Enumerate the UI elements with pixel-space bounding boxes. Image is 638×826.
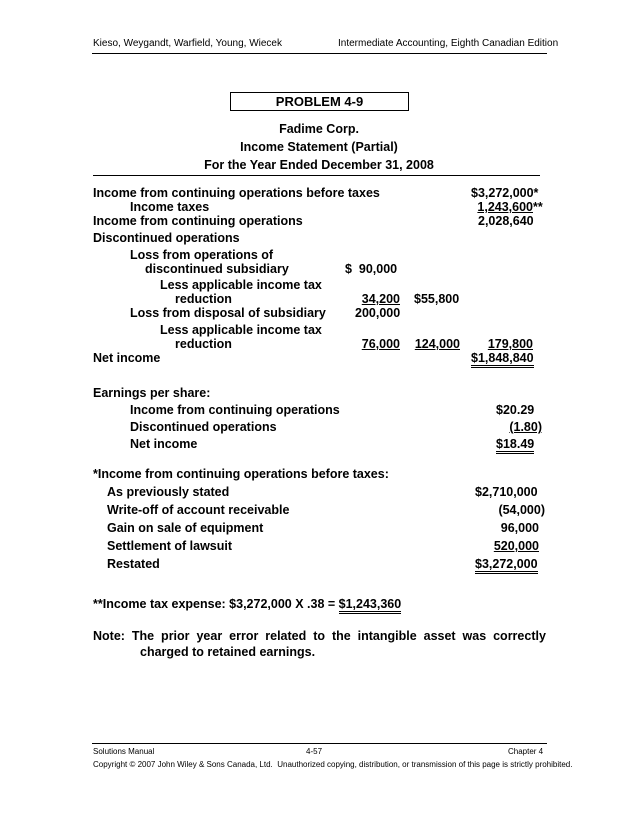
less-tax-amount-cell: [345, 292, 400, 306]
ico-amount: 2,028,640: [478, 214, 534, 228]
eps-ni-label: Net income: [130, 437, 198, 451]
eps-ni-amount: $18.49: [496, 437, 534, 454]
company-name: Fadime Corp.: [279, 122, 359, 136]
eps-disc-cell: [490, 420, 542, 434]
icobt-label: Income from continuing operations before taxes: [93, 186, 380, 200]
footer-page-number: 4-57: [306, 747, 323, 756]
prev-stated-label: As previously stated: [107, 485, 230, 499]
lawsuit-label: Settlement of lawsuit: [107, 539, 233, 553]
disc-total-cell: [471, 337, 533, 351]
restatement-title: *Income from continuing operations before taxes:: [93, 467, 389, 481]
tax-expense-text: **Income tax expense: $3,272,000 X .38 =: [93, 597, 339, 611]
less-tax2-amount: 76,000: [361, 337, 400, 351]
tax-expense-amount: $1,243,360: [339, 597, 402, 614]
ico-label: Income from continuing operations: [93, 214, 303, 228]
eps-ico-label: Income from continuing operations: [130, 403, 340, 417]
footer-chapter: Chapter 4: [508, 747, 544, 756]
loss-disposal-amount: 200,000: [355, 306, 401, 320]
footer-copyright: Copyright © 2007 John Wiley & Sons Canada, Ltd. Unauthorized copying, distribution, or transmission of this page is strictly prohibited.: [93, 760, 573, 769]
statement-name: Income Statement (Partial): [240, 140, 398, 154]
eps-title: Earnings per share:: [93, 386, 211, 400]
net-loss-disposal: 124,000: [414, 337, 460, 351]
writeoff-amount: (54,000): [498, 503, 545, 517]
note-line1: Note: The prior year error related to the intangible asset was correctly: [93, 629, 546, 643]
prev-stated-amount: $2,710,000: [475, 485, 538, 499]
income-taxes-amount: 1,243,600: [477, 200, 533, 214]
loss-ops-line2: discontinued subsidiary: [145, 262, 289, 276]
net-loss-disposal-cell: [408, 337, 460, 351]
writeoff-label: Write-off of account receivable: [107, 503, 290, 517]
loss-ops-amount: $ 90,000: [345, 262, 398, 276]
statement-period: For the Year Ended December 31, 2008: [204, 158, 434, 172]
loss-ops-line1: Loss from operations of: [130, 248, 274, 262]
eps-disc-label: Discontinued operations: [130, 420, 277, 434]
header-authors: Kieso, Weygandt, Warfield, Young, Wiecek: [93, 38, 282, 49]
less-tax-line1: Less applicable income tax: [160, 278, 322, 292]
disc-total: 179,800: [487, 337, 533, 351]
tax-expense-line: [93, 597, 401, 611]
income-taxes-label: Income taxes: [130, 200, 210, 214]
net-income-amount: $1,848,840: [471, 351, 534, 368]
problem-title: PROBLEM 4-9: [230, 92, 409, 111]
net-loss-ops: $55,800: [414, 292, 460, 306]
footer-left: Solutions Manual: [93, 747, 155, 756]
less-tax2-line2: reduction: [175, 337, 232, 351]
footer-rule: [92, 743, 547, 744]
restated-amount: $3,272,000: [475, 557, 538, 574]
income-taxes-amount-cell: [471, 200, 533, 214]
discontinued-label: Discontinued operations: [93, 231, 240, 245]
net-income-label: Net income: [93, 351, 161, 365]
loss-disposal-label: Loss from disposal of subsidiary: [130, 306, 326, 320]
less-tax-amount: 34,200: [361, 292, 400, 306]
restated-label: Restated: [107, 557, 160, 571]
gain-amount: 96,000: [500, 521, 539, 535]
header-rule: [92, 53, 547, 54]
title-rule: [93, 175, 540, 176]
less-tax-line2: reduction: [175, 292, 232, 306]
less-tax2-amount-cell: [345, 337, 400, 351]
note-line2: charged to retained earnings.: [140, 645, 316, 659]
less-tax2-line1: Less applicable income tax: [160, 323, 322, 337]
icobt-amount: $3,272,000*: [471, 186, 539, 200]
lawsuit-amount-cell: [475, 539, 539, 553]
lawsuit-amount: 520,000: [493, 539, 539, 553]
income-taxes-footnote-mark: **: [533, 200, 543, 214]
eps-ico-amount: $20.29: [496, 403, 535, 417]
eps-disc-amount: (1.80): [509, 420, 542, 434]
header-book-title: Intermediate Accounting, Eighth Canadian Edition: [338, 38, 559, 49]
gain-label: Gain on sale of equipment: [107, 521, 264, 535]
